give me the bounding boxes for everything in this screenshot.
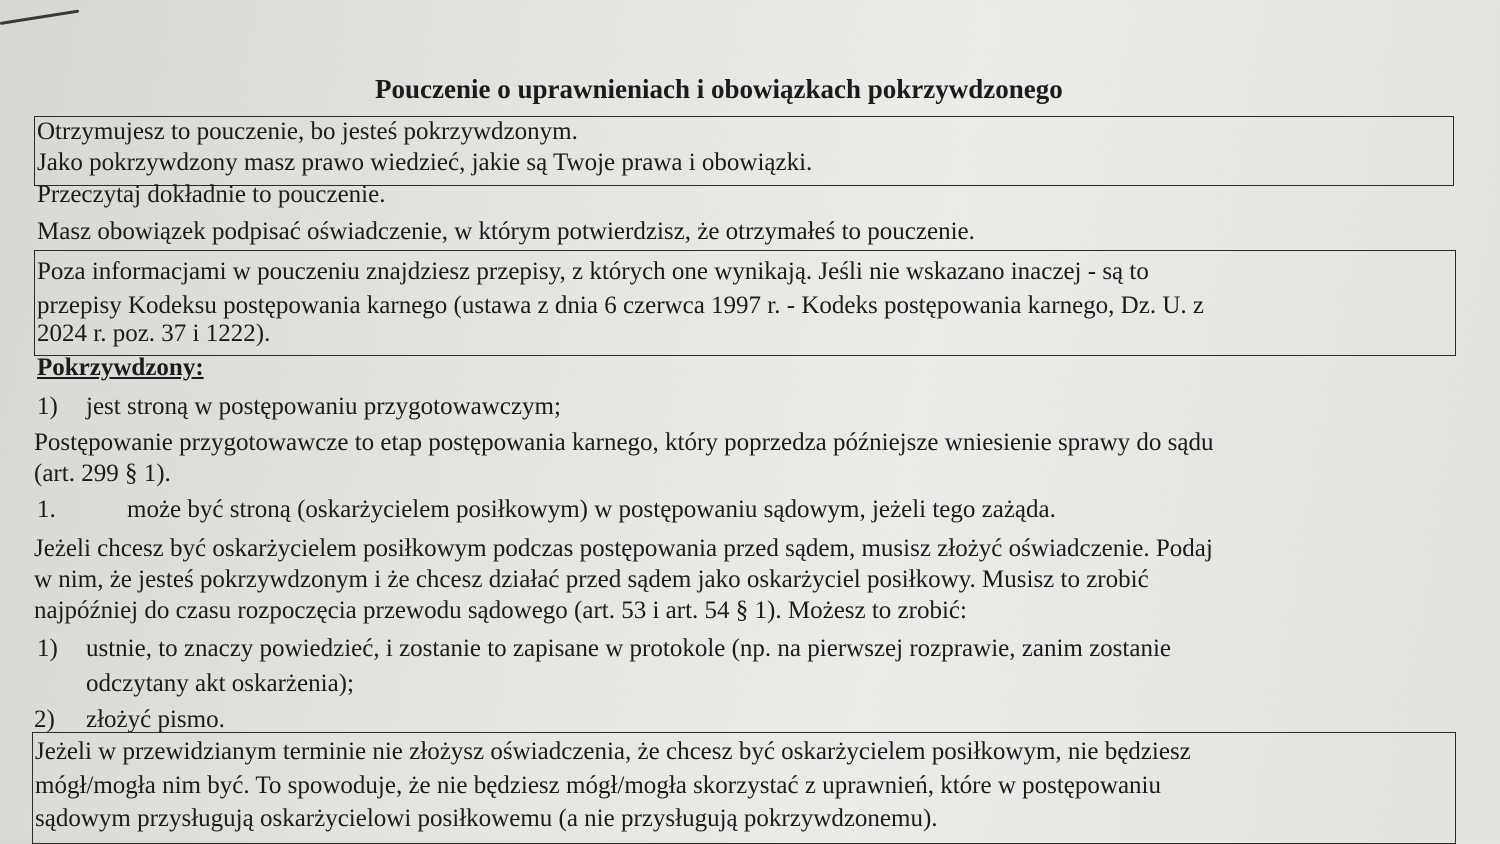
item-1-desc-line-1: Postępowanie przygotowawcze to etap postępowania karnego, który poprzedza późniejsze wniesienie sprawy do sądu — [34, 429, 1214, 456]
section-heading: Pokrzywdzony: — [37, 354, 204, 381]
pen-mark — [0, 10, 79, 25]
document-title: Pouczenie o uprawnieniach i obowiązkach pokrzywdzonego — [375, 74, 1063, 104]
sub-item-1-line-2: odczytany akt oskarżenia); — [86, 670, 354, 697]
item-2-text: może być stroną (oskarżycielem posiłkowym) w postępowaniu sądowym, jeżeli tego zażąda. — [127, 496, 1056, 523]
item-1-number: 1) — [37, 393, 58, 420]
item-2-desc-line-1: Jeżeli chcesz być oskarżycielem posiłkowym podczas postępowania przed sądem, musisz złożyć oświadczenie. Podaj — [34, 535, 1213, 562]
item-1-desc-line-2: (art. 299 § 1). — [34, 460, 171, 487]
read-instruction: Przeczytaj dokładnie to pouczenie. — [37, 181, 386, 208]
sub-item-1-line-1: ustnie, to znaczy powiedzieć, i zostanie to zapisane w protokole (np. na pierwszej rozprawie, zanim zostanie — [86, 635, 1171, 662]
item-1-text: jest stroną w postępowaniu przygotowawczym; — [86, 393, 561, 420]
sources-line-2: przepisy Kodeksu postępowania karnego (ustawa z dnia 6 czerwca 1997 r. - Kodeks postępowania karnego, Dz. U. z — [37, 292, 1204, 319]
sign-instruction: Masz obowiązek podpisać oświadczenie, w którym potwierdzisz, że otrzymałeś to pouczenie. — [37, 218, 975, 245]
sources-line-1: Poza informacjami w pouczeniu znajdziesz przepisy, z których one wynikają. Jeśli nie wskazano inaczej - są to — [37, 258, 1149, 285]
warning-line-3: sądowym przysługują oskarżycielowi posiłkowemu (a nie przysługują pokrzywdzonemu). — [35, 805, 938, 832]
item-2-desc-line-2: w nim, że jesteś pokrzywdzonym i że chcesz działać przed sądem jako oskarżyciel posiłkowy. Musisz to zrobić — [34, 566, 1149, 593]
sub-item-2-number: 2) — [34, 706, 55, 733]
sub-item-1-number: 1) — [37, 635, 58, 662]
sources-line-3: 2024 r. poz. 37 i 1222). — [37, 320, 271, 347]
intro-line-1: Otrzymujesz to pouczenie, bo jesteś pokrzywdzonym. — [37, 118, 578, 145]
warning-line-1: Jeżeli w przewidzianym terminie nie złożysz oświadczenia, że chcesz być oskarżycielem posiłkowym, nie będziesz — [35, 738, 1191, 765]
item-2-number: 1. — [37, 496, 56, 523]
warning-line-2: mógł/mogła nim być. To spowoduje, że nie będziesz mógł/mogła skorzystać z uprawnień, które w postępowaniu — [35, 772, 1162, 799]
item-2-desc-line-3: najpóźniej do czasu rozpoczęcia przewodu sądowego (art. 53 i art. 54 § 1). Możesz to zrobić: — [34, 597, 967, 624]
intro-line-2: Jako pokrzywdzony masz prawo wiedzieć, jakie są Twoje prawa i obowiązki. — [37, 149, 813, 176]
sub-item-2-text: złożyć pismo. — [86, 706, 225, 733]
